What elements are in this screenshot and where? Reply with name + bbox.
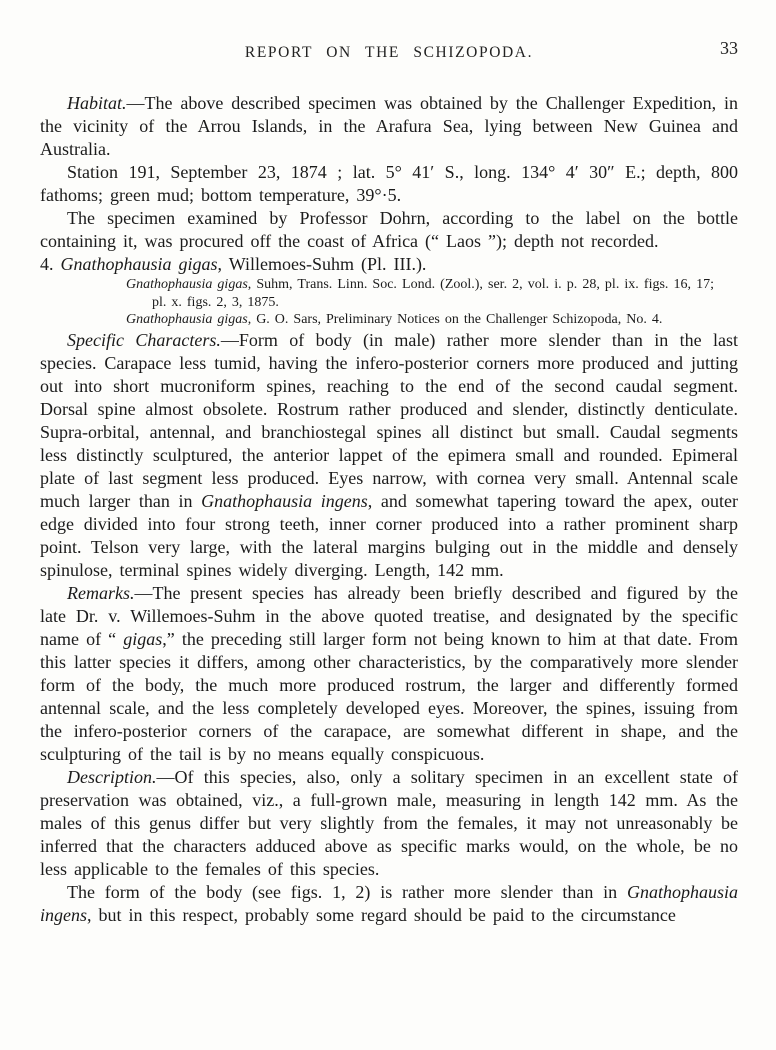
paragraph-description <box>40 766 738 881</box>
text-run: , but in this respect, probably some regard should be paid to the circumstance <box>87 904 676 925</box>
text-run: —The above described specimen was obtained by the Challenger Expedition, in the vicinity of the Arrou Islands, in the Arafura Sea, lying between New Guinea and Australia. <box>40 93 738 159</box>
text-run: , and somewhat tapering toward the apex, outer edge divided into four strong teeth, inner corner produced into a rather prominent sharp point. Telson very large, with the lateral margins bulging out in the middle and densely spinulose, terminal spines widely diverging. Length, 142 mm. <box>40 490 738 580</box>
text-run: 4. <box>40 254 61 274</box>
text-run: —The present species has already been briefly described and figured by the late Dr. v. Willemoes-Suhm in the above quoted treatise, and designated by the specific name of “ <box>40 582 738 649</box>
text-run: Description. <box>67 766 157 787</box>
species-name: Gnathophausia gigas <box>126 312 248 327</box>
species-name: Gnathophausia ingens <box>201 490 368 511</box>
synonymy-citations <box>126 276 714 329</box>
species-name: Gnathophausia gigas <box>60 254 218 274</box>
page-header <box>40 38 738 66</box>
paragraph-habitat <box>40 92 738 161</box>
page-number: 33 <box>720 38 738 58</box>
text-run: Remarks. <box>67 582 135 603</box>
text-run: Habitat. <box>67 93 127 113</box>
paragraph-specific-characters <box>40 329 738 582</box>
running-title: REPORT ON THE SCHIZOPODA. <box>244 44 534 61</box>
text-run: Station 191, September 23, 1874 ; lat. 5° 41′ S., long. 134° 4′ 30″ E.; depth, 800 fathoms; green mud; bottom temperature, 39°·5. <box>40 162 738 205</box>
species-name: Gnathophausia gigas <box>126 277 248 292</box>
text-run: , Suhm, Trans. Linn. Soc. Lond. (Zool.), ser. 2, vol. i. p. 28, pl. ix. figs. 16, 17; pl. x. figs. 2, 3, 1875. <box>152 277 714 310</box>
text-run: , G. O. Sars, Preliminary Notices on the Challenger Schizopoda, No. 4. <box>247 312 663 327</box>
text-run: The form of the body (see figs. 1, 2) is rather more slender than in <box>67 881 627 902</box>
text-run: —Form of body (in male) rather more slender than in the last species. Carapace less tumid, having the infero-posterior corners more produced and jutting out into short mucroniform spines, reaching to the end of the second caudal segment. Dorsal spine almost obsolete. Rostrum rather produced and slender, distinctly denticulate. Supra-orbital, antennal, and branchiostegal spines all distinct but small. Caudal segments less distinctly sculptured, the anterior lappet of the epimera small and rounded. Epimeral plate of last segment less produced. Eyes narrow, with cornea very small. Antennal scale much larger than in <box>40 329 738 511</box>
text-run: ,” the preceding still larger form not being known to him at that date. From this latter species it differs, among other characteristics, by the comparatively more slender form of the body, the much more produced rostrum, the larger and differently formed antennal scale, and the less completely developed eyes. Moreover, the spines, issuing from the infero-posterior corners of the carapace, are somewhat different in shape, and the sculpturing of the tail is by no means equally conspicuous. <box>40 628 739 764</box>
text-run: The specimen examined by Professor Dohrn, according to the label on the bottle containing it, was procured off the coast of Africa (“ Laos ”); depth not recorded. <box>40 208 738 251</box>
paragraph-specimen <box>40 207 738 253</box>
citation <box>126 311 714 329</box>
species-name: gigas <box>123 628 163 649</box>
paragraph-body-form <box>40 881 738 927</box>
text-run: , Willemoes-Suhm (Pl. III.). <box>217 254 427 274</box>
paragraph-station <box>40 161 738 207</box>
text-run: Specific Characters. <box>67 329 221 350</box>
species-heading <box>40 253 738 276</box>
species-name: Gnathophausia ingens <box>40 881 738 925</box>
citation <box>126 276 714 311</box>
text-run: —Of this species, also, only a solitary specimen in an excellent state of preservation was obtained, viz., a full-grown male, measuring in length 142 mm. As the males of this genus differ but very slightly from the females, it may not unreasonably be inferred that the characters adduced above as specific marks would, on the whole, be no less applicable to the females of this species. <box>40 766 738 879</box>
paragraph-remarks <box>40 582 738 766</box>
